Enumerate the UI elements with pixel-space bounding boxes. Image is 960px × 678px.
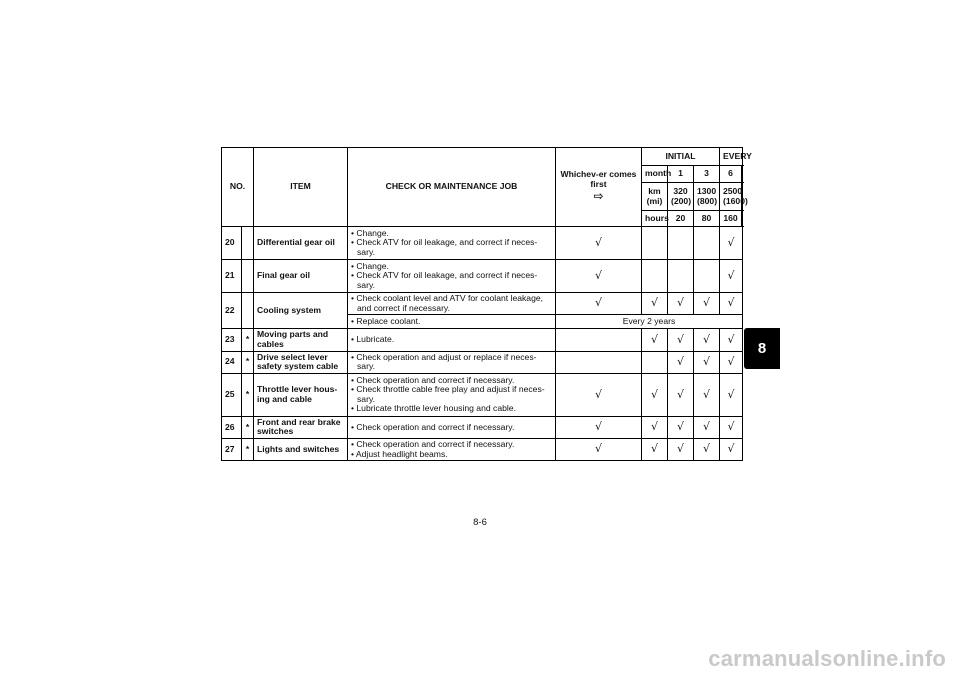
row-job (348, 439, 556, 461)
hours-label: hours (642, 211, 668, 227)
job-line: • Adjust headlight beams. (351, 448, 448, 459)
check-mark: √ (694, 439, 720, 461)
check-mark: √ (720, 329, 743, 351)
km-label: km (mi) (642, 183, 668, 211)
check-mark: √ (642, 373, 668, 416)
row-number: 21 (222, 260, 242, 293)
job-line: • Lubricate throttle lever housing and cable. (351, 403, 516, 414)
check-mark: √ (720, 439, 743, 461)
hours-value: 80 (694, 211, 720, 227)
header-initial: INITIAL (642, 148, 720, 166)
check-mark: √ (720, 416, 743, 438)
chapter-tab: 8 (744, 328, 780, 369)
check-mark (668, 227, 694, 260)
row-star: * (242, 416, 254, 438)
row-star (242, 293, 254, 329)
row-star (242, 227, 254, 260)
job-line: • Change. (351, 260, 389, 271)
table-row (222, 351, 743, 373)
table-row (222, 439, 743, 461)
row-job (348, 293, 556, 315)
row-job (348, 416, 556, 438)
check-mark: √ (556, 439, 642, 461)
check-mark: √ (642, 329, 668, 351)
check-mark (642, 227, 668, 260)
check-mark: √ (720, 293, 743, 315)
interval-note: Every 2 years (556, 315, 743, 329)
job-line: • Check throttle cable free play and adjust if neces-sary. (351, 384, 545, 404)
check-mark (694, 260, 720, 293)
check-mark: √ (694, 416, 720, 438)
table-row (222, 227, 743, 260)
row-job (348, 373, 556, 416)
check-mark (556, 351, 642, 373)
table-row (222, 373, 743, 416)
table-row (222, 260, 743, 293)
row-item: Moving parts and cables (254, 329, 348, 351)
check-mark: √ (668, 439, 694, 461)
month-value: 6 (720, 166, 742, 183)
row-item: Differential gear oil (254, 227, 348, 260)
job-line: • Check operation and adjust or replace if neces-sary. (351, 351, 537, 372)
job-line: • Replace coolant. (351, 315, 421, 326)
check-mark: √ (556, 227, 642, 260)
check-mark: √ (556, 416, 642, 438)
row-number: 24 (222, 351, 242, 373)
check-mark: √ (556, 373, 642, 416)
header-item: ITEM (254, 148, 348, 227)
check-mark: √ (668, 416, 694, 438)
row-item: Throttle lever hous-ing and cable (254, 373, 348, 416)
table-row (222, 416, 743, 438)
watermark: carmanualsonline.info (708, 646, 946, 671)
check-mark: √ (720, 227, 743, 260)
km-value: 2500 (1600) (720, 183, 742, 211)
row-job (348, 351, 556, 373)
header-whichever (556, 148, 642, 227)
check-mark: √ (668, 373, 694, 416)
month-value: 1 (668, 166, 694, 183)
row-job (348, 329, 556, 351)
job-line: • Check coolant level and ATV for coolant leakage, and correct if necessary. (351, 293, 544, 313)
month-value (742, 166, 743, 183)
row-item: Cooling system (254, 293, 348, 329)
arrow-right-icon: ⇨ (593, 189, 604, 204)
row-star (242, 260, 254, 293)
km-value: 320 (200) (668, 183, 694, 211)
check-mark: √ (642, 416, 668, 438)
month-label: month (642, 166, 668, 183)
row-item: Front and rear brake switches (254, 416, 348, 438)
row-job (348, 315, 556, 329)
whichever-label: Whichev-er comes first (560, 169, 637, 189)
check-mark: √ (642, 439, 668, 461)
km-value: 1300 (800) (694, 183, 720, 211)
header-every: EVERY (720, 148, 743, 166)
hours-value: 160 (720, 211, 742, 227)
row-star: * (242, 351, 254, 373)
row-number: 25 (222, 373, 242, 416)
row-number: 26 (222, 416, 242, 438)
check-mark (642, 260, 668, 293)
page-number: 8-6 (473, 517, 487, 528)
row-star: * (242, 439, 254, 461)
table-row (222, 293, 743, 315)
row-job (348, 227, 556, 260)
job-line: • Check operation and correct if necessary. (351, 421, 515, 432)
check-mark (694, 227, 720, 260)
check-mark: √ (556, 260, 642, 293)
check-mark: √ (720, 373, 743, 416)
row-item: Lights and switches (254, 439, 348, 461)
month-value: 3 (694, 166, 720, 183)
check-mark (556, 329, 642, 351)
row-number: 22 (222, 293, 242, 329)
row-star: * (242, 373, 254, 416)
row-number: 27 (222, 439, 242, 461)
row-job (348, 260, 556, 293)
row-number: 20 (222, 227, 242, 260)
check-mark: √ (694, 329, 720, 351)
check-mark (668, 260, 694, 293)
check-mark: √ (694, 293, 720, 315)
row-item: Drive select lever safety system cable (254, 351, 348, 373)
check-mark: √ (668, 329, 694, 351)
check-mark: √ (720, 351, 743, 373)
check-mark: √ (720, 260, 743, 293)
check-mark (642, 351, 668, 373)
job-line: • Lubricate. (351, 334, 395, 345)
job-line: • Check operation and correct if necessary. (351, 374, 515, 385)
row-number: 23 (222, 329, 242, 351)
job-line: • Check ATV for oil leakage, and correct if neces-sary. (351, 270, 538, 290)
row-star: * (242, 329, 254, 351)
header-no: NO. (222, 148, 254, 227)
hours-value: 20 (668, 211, 694, 227)
check-mark: √ (642, 293, 668, 315)
check-mark: √ (556, 293, 642, 315)
job-line: • Check operation and correct if necessary. (351, 439, 515, 449)
job-line: • Check ATV for oil leakage, and correct if neces-sary. (351, 237, 538, 257)
maintenance-table (221, 147, 752, 461)
header-check-job: CHECK OR MAINTENANCE JOB (348, 148, 556, 227)
check-mark: √ (694, 373, 720, 416)
check-mark: √ (668, 351, 694, 373)
check-mark: √ (668, 293, 694, 315)
check-mark: √ (694, 351, 720, 373)
job-line: • Change. (351, 227, 389, 238)
table-row (222, 329, 743, 351)
row-item: Final gear oil (254, 260, 348, 293)
hours-value (742, 211, 743, 227)
